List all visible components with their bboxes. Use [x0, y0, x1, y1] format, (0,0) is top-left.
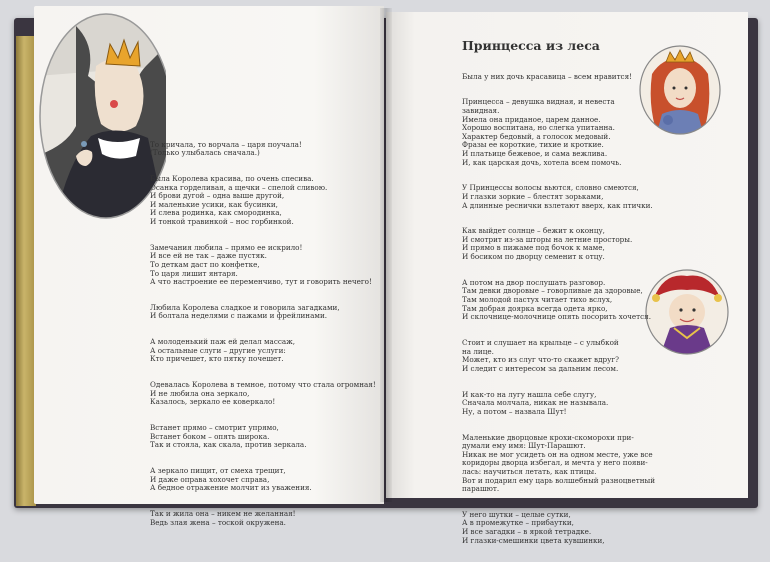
right-stanza: Принцесса – девушка видная, и невеста завидная. Имела она приданое, царем данное. Хорошо воспитана, но слегка упитанна. Характер бедовый, а голосок медовый. Фразы ее короткие, тихие и кроткие. И платьице бежевое, и сама вежлива. И, как царская дочь, хотела всем помочь.: [462, 97, 622, 167]
right-page-poem: [462, 64, 677, 562]
left-stanza: А зеркало пищит, от смеха трещит, И даже оправа хохочет справа, А бедное отражение молчит из уважения.: [150, 466, 312, 493]
right-stanza: У Принцессы волосы вьются, словно смеются, И глазки зоркие – блестят зорьками, А длинные реснички взлетают вверх, как птички.: [462, 183, 653, 210]
left-stanza: Так и жила она – никем не желанная! Ведь злая жена – тоской окружена.: [150, 509, 296, 527]
right-stanza: Стоит и слушает на крыльце – с улыбкой на лице. Может, кто из слуг что-то скажет вдруг? И следит с интересом за дальним лесом.: [462, 338, 619, 373]
left-stanza: Любила Королева сладкое и говорила загадками, И болтала неделями с пажами и фрейлинами.: [150, 302, 340, 321]
right-stanza: Была у них дочь красавица – всем нравится!: [462, 71, 633, 81]
queen-illustration: [36, 6, 166, 220]
chapter-title: Принцесса из леса: [462, 38, 600, 53]
left-stanza: Замечания любила – прямо ее искрило! И все ей не так – даже пустяк. То деткам даст по конфетке, То царя лишит янтаря. А что настроение ее переменчиво, тут и говорить нечего!: [150, 242, 372, 287]
right-stanza: У него шутки – целые сутки, А в промежутке – прибаутки, И все загадки – в яркой тетрадке. И глазки-смешинки цвета кувшинки,: [462, 509, 605, 545]
left-stanza: То кричала, то ворчала – царя поучала! (Только улыбалась сначала.): [150, 139, 302, 158]
left-stanza: Была Королева красива, по очень спесива. Осанка горделивая, а щечки – спелой сливою. И брови дугой – одна выше другой, И маленькие усики, как бусинки, И слева родинка, как смородинка, И тонкой травинкой – нос горбинкой.: [150, 173, 328, 226]
book-gutter: [380, 8, 392, 502]
left-stanza: Встанет прямо – смотрит упрямо, Встанет боком – опять широка. Так и стояла, как скала, против зеркала.: [150, 423, 307, 450]
left-stanza: А молоденький паж ей делал массаж, А остальные слуги – другие услуги: Кто причешет, кто пятку почешет.: [150, 337, 296, 364]
right-stanza: А потом на двор послушать разговор. Там девки дворовые – говорливые да здоровые, Там молодой пастух читает тихо вслух, Там добрая доярка всегда одета ярко, И склочнице-молочнице опять посорить хочется.: [462, 277, 651, 322]
left-page-poem: [150, 132, 380, 545]
right-stanza: И как-то на лугу нашла себе слугу, Сначала молчала, никак не называла. Ну, а потом – назвала Шут!: [462, 389, 609, 416]
book-spine-edge: [16, 36, 36, 506]
left-stanza: Одевалась Королева в темное, потому что стала огромная! И не любила она зеркало, Казалось, зеркало ее коверкало!: [150, 380, 376, 407]
right-stanza: Маленькие дворцовые крохи-скоморохи при- думали ему имя: Шут-Парашют. Никак не мог усидеть он на одном месте, уже все коридоры дворца избегал, и мечта у него появи- лась: научиться летать, как птицы. Вот и подарил ему царь волшебный разноцветный парашют.: [462, 432, 655, 494]
right-stanza: Как выйдет солнце – бежит к оконцу, И смотрит из-за шторы на летние просторы. И прямо в пижаме под бочок к маме, И босиком по дворцу семенит к отцу.: [462, 226, 633, 262]
